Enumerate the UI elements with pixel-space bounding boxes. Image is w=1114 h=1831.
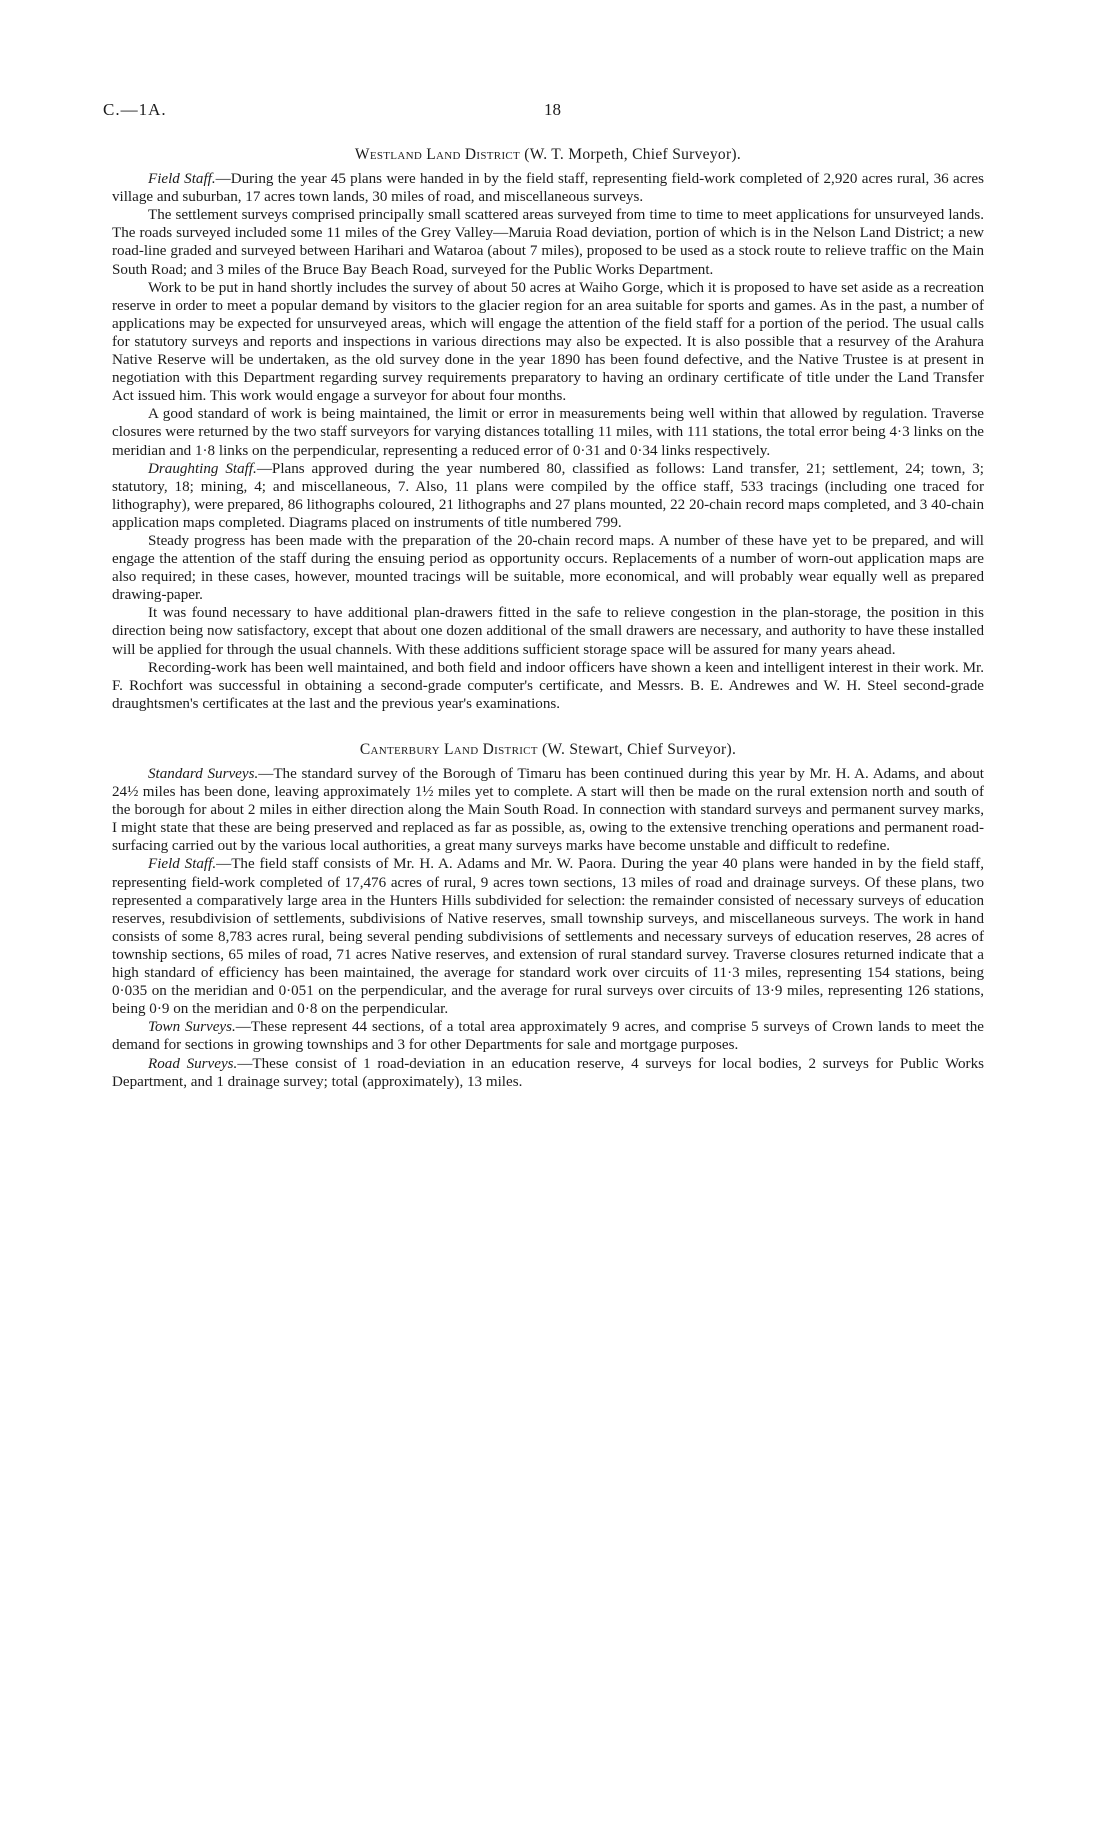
paragraph-text: A good standard of work is being maintained, the limit or error in measurements being well within that allowed by regulation. Traverse closures were returned by the two staff surveyors for varying distances totalling 11 miles, with 111 stations, the total error being 4·3 links on the meridian and 1·8 links on the perpendicular, representing a reduced error of 0·31 and 0·34 links respectively. (112, 406, 984, 459)
paragraph (112, 460, 984, 532)
paragraph (112, 1055, 984, 1091)
paragraph-text: Work to be put in hand shortly includes the survey of about 50 acres at Waiho Gorge, which it is proposed to have set aside as a recreation reserve in order to meet a popular demand by visitors to the glacier region for an area suitable for sports and games. As in the past, a number of applications may be expected for unsurveyed areas, which will engage the attention of the field staff for a portion of the period. The usual calls for statutory surveys and reports and inspections in various directions may also be expected. It is also possible that a resurvey of the Arahura Native Reserve will be undertaken, as the old survey done in the year 1890 has been found defective, and the Native Trustee is at present in negotiation with this Department regarding survey requirements preparatory to having an ordinary certificate of title under the Land Transfer Act issued him. This work would engage a surveyor for about four months. (112, 279, 984, 405)
chief-surveyor: (W. Stewart, Chief Surveyor). (542, 740, 737, 758)
paragraph (112, 532, 984, 604)
paragraph-text: —The field staff consists of Mr. H. A. Adams and Mr. W. Paora. During the year 40 plans were handed in by the field staff, representing field-work completed of 17,476 acres of rural, 9 acres town sections, 13 miles of road and drainage surveys. Of these plans, two represented a comparatively large area in the Hunters Hills subdivided for selection: the remainder consisted of necessary surveys of education reserves, resubdivision of settlements, subdivisions of Native reserves, small township surveys, and miscellaneous surveys. The work in hand consists of some 8,783 acres rural, being several pending subdivisions of settlements and necessary surveys of education reserves, 28 acres of township sections, 65 miles of road, 71 acres Native reserves, and extension of rural standard survey. Traverse closures returned indicate that a high standard of efficiency has been maintained, the average for standard work over circuits of 11·3 miles, representing 154 stations, being 0·035 on the meridian and 0·051 on the perpendicular, and the average for rural surveys over circuits of 13·9 miles, representing 126 stations, being 0·9 on the meridian and 0·8 on the perpendicular. (112, 856, 984, 1018)
paragraph-text: —These consist of 1 road-deviation in an education reserve, 4 surveys for local bodies, 2 surveys for Public Works Department, and 1 drainage survey; total (approximately), 13 miles. (112, 1055, 984, 1090)
district-name: Westland Land District (354, 146, 521, 163)
paragraph-text: —Plans approved during the year numbered 80, classified as follows: Land transfer, 21; settlement, 24; town, 3; statutory, 18; mining, 4; and miscellaneous, 7. Also, 11 plans were compiled by the office staff, 533 tracings (including one traced for lithography), were prepared, 86 lithographs coloured, 21 lithographs and 27 plans mounted, 22 20-chain record maps completed, and 3 40-chain application maps completed. Diagrams placed on instruments of title numbered 799. (112, 460, 985, 531)
paragraph (112, 1018, 984, 1054)
paragraph-text: Recording-work has been well maintained, and both field and indoor officers have shown a keen and intelligent interest in their work. Mr. F. Rochfort was successful in obtaining a second-grade computer's certificate, and Messrs. B. E. Andrewes and W. H. Steel second-grade draughtsmen's certificates at the last and the previous year's examinations. (112, 659, 984, 712)
paragraph-label: Road Surveys. (148, 1055, 238, 1072)
paragraph-text: It was found necessary to have additional plan-drawers fitted in the safe to relieve congestion in the plan-storage, the position in this direction being now satisfactory, except that about one dozen additional of the small drawers are necessary, and authority to have these installed will be applied for through the usual channels. With these additions sufficient storage space will be assured for many years ahead. (112, 605, 984, 658)
paragraph (112, 659, 984, 713)
paragraph-text: The settlement surveys comprised principally small scattered areas surveyed from time to time to meet applications for unsurveyed lands. The roads surveyed included some 11 miles of the Grey Valley—Maruia Road deviation, portion of which is in the Nelson Land District; a new road-line graded and surveyed between Harihari and Wataroa (about 7 miles), proposed to be used as a stock route to relieve traffic on the Main South Road; and 3 miles of the Bruce Bay Beach Road, surveyed for the Public Works Department. (112, 207, 984, 278)
paragraph (112, 279, 984, 406)
document-body (112, 146, 984, 1091)
paragraph-text: —These represent 44 sections, of a total area approximately 9 acres, and comprise 5 surveys of Crown lands to meet the demand for sections in growing townships and 3 for other Departments for sale and mortgage purposes. (112, 1019, 985, 1054)
paragraph (112, 170, 984, 206)
district-name: Canterbury Land District (359, 740, 538, 758)
westland-district-heading (112, 146, 984, 164)
paragraph (112, 604, 984, 658)
paragraph-text: —The standard survey of the Borough of Timaru has been continued during this year by Mr. H. A. Adams, and about 24½ miles has been done, leaving approximately 1½ miles yet to complete. A start will then be made on the rural extension north and south of the borough for about 2 miles in either direction along the Main South Road. In connection with standard surveys and permanent survey marks, I might state that these are being preserved and replaced as far as possible, as, owing to the extensive trenching operations and permanent road-surfacing carried out by the various local authorities, a great many surveys marks have become unstable and difficult to redefine. (112, 766, 985, 855)
page-header (103, 100, 984, 126)
paragraph (112, 405, 984, 459)
canterbury-section (112, 765, 984, 1091)
canterbury-district-heading (112, 741, 984, 759)
paragraph-label: Draughting Staff. (148, 460, 257, 477)
paragraph-text: —During the year 45 plans were handed in by the field staff, representing field-work completed of 2,920 acres rural, 36 acres village and suburban, 17 acres town lands, 30 miles of road, and miscellaneous surveys. (112, 171, 985, 206)
paragraph-label: Field Staff. (148, 856, 217, 873)
paragraph-label: Field Staff. (148, 171, 216, 188)
parliamentary-paper-reference: C.—1A. (103, 100, 167, 119)
paragraph-label: Standard Surveys. (148, 766, 259, 782)
paragraph (112, 765, 984, 855)
chief-surveyor: (W. T. Morpeth, Chief Surveyor). (524, 146, 742, 163)
paragraph (112, 855, 984, 1018)
page-number: 18 (544, 100, 561, 119)
paragraph-text: Steady progress has been made with the preparation of the 20-chain record maps. A number of these have yet to be prepared, and will engage the attention of the staff during the ensuing period as opportunity occurs. Replacements of a number of worn-out application maps are also required; in these cases, however, mounted tracings will be suitable, more economical, and will probably wear equally well as prepared drawing-paper. (112, 532, 984, 604)
paragraph (112, 206, 984, 278)
paragraph-label: Town Surveys. (148, 1019, 236, 1036)
westland-section (112, 170, 984, 713)
